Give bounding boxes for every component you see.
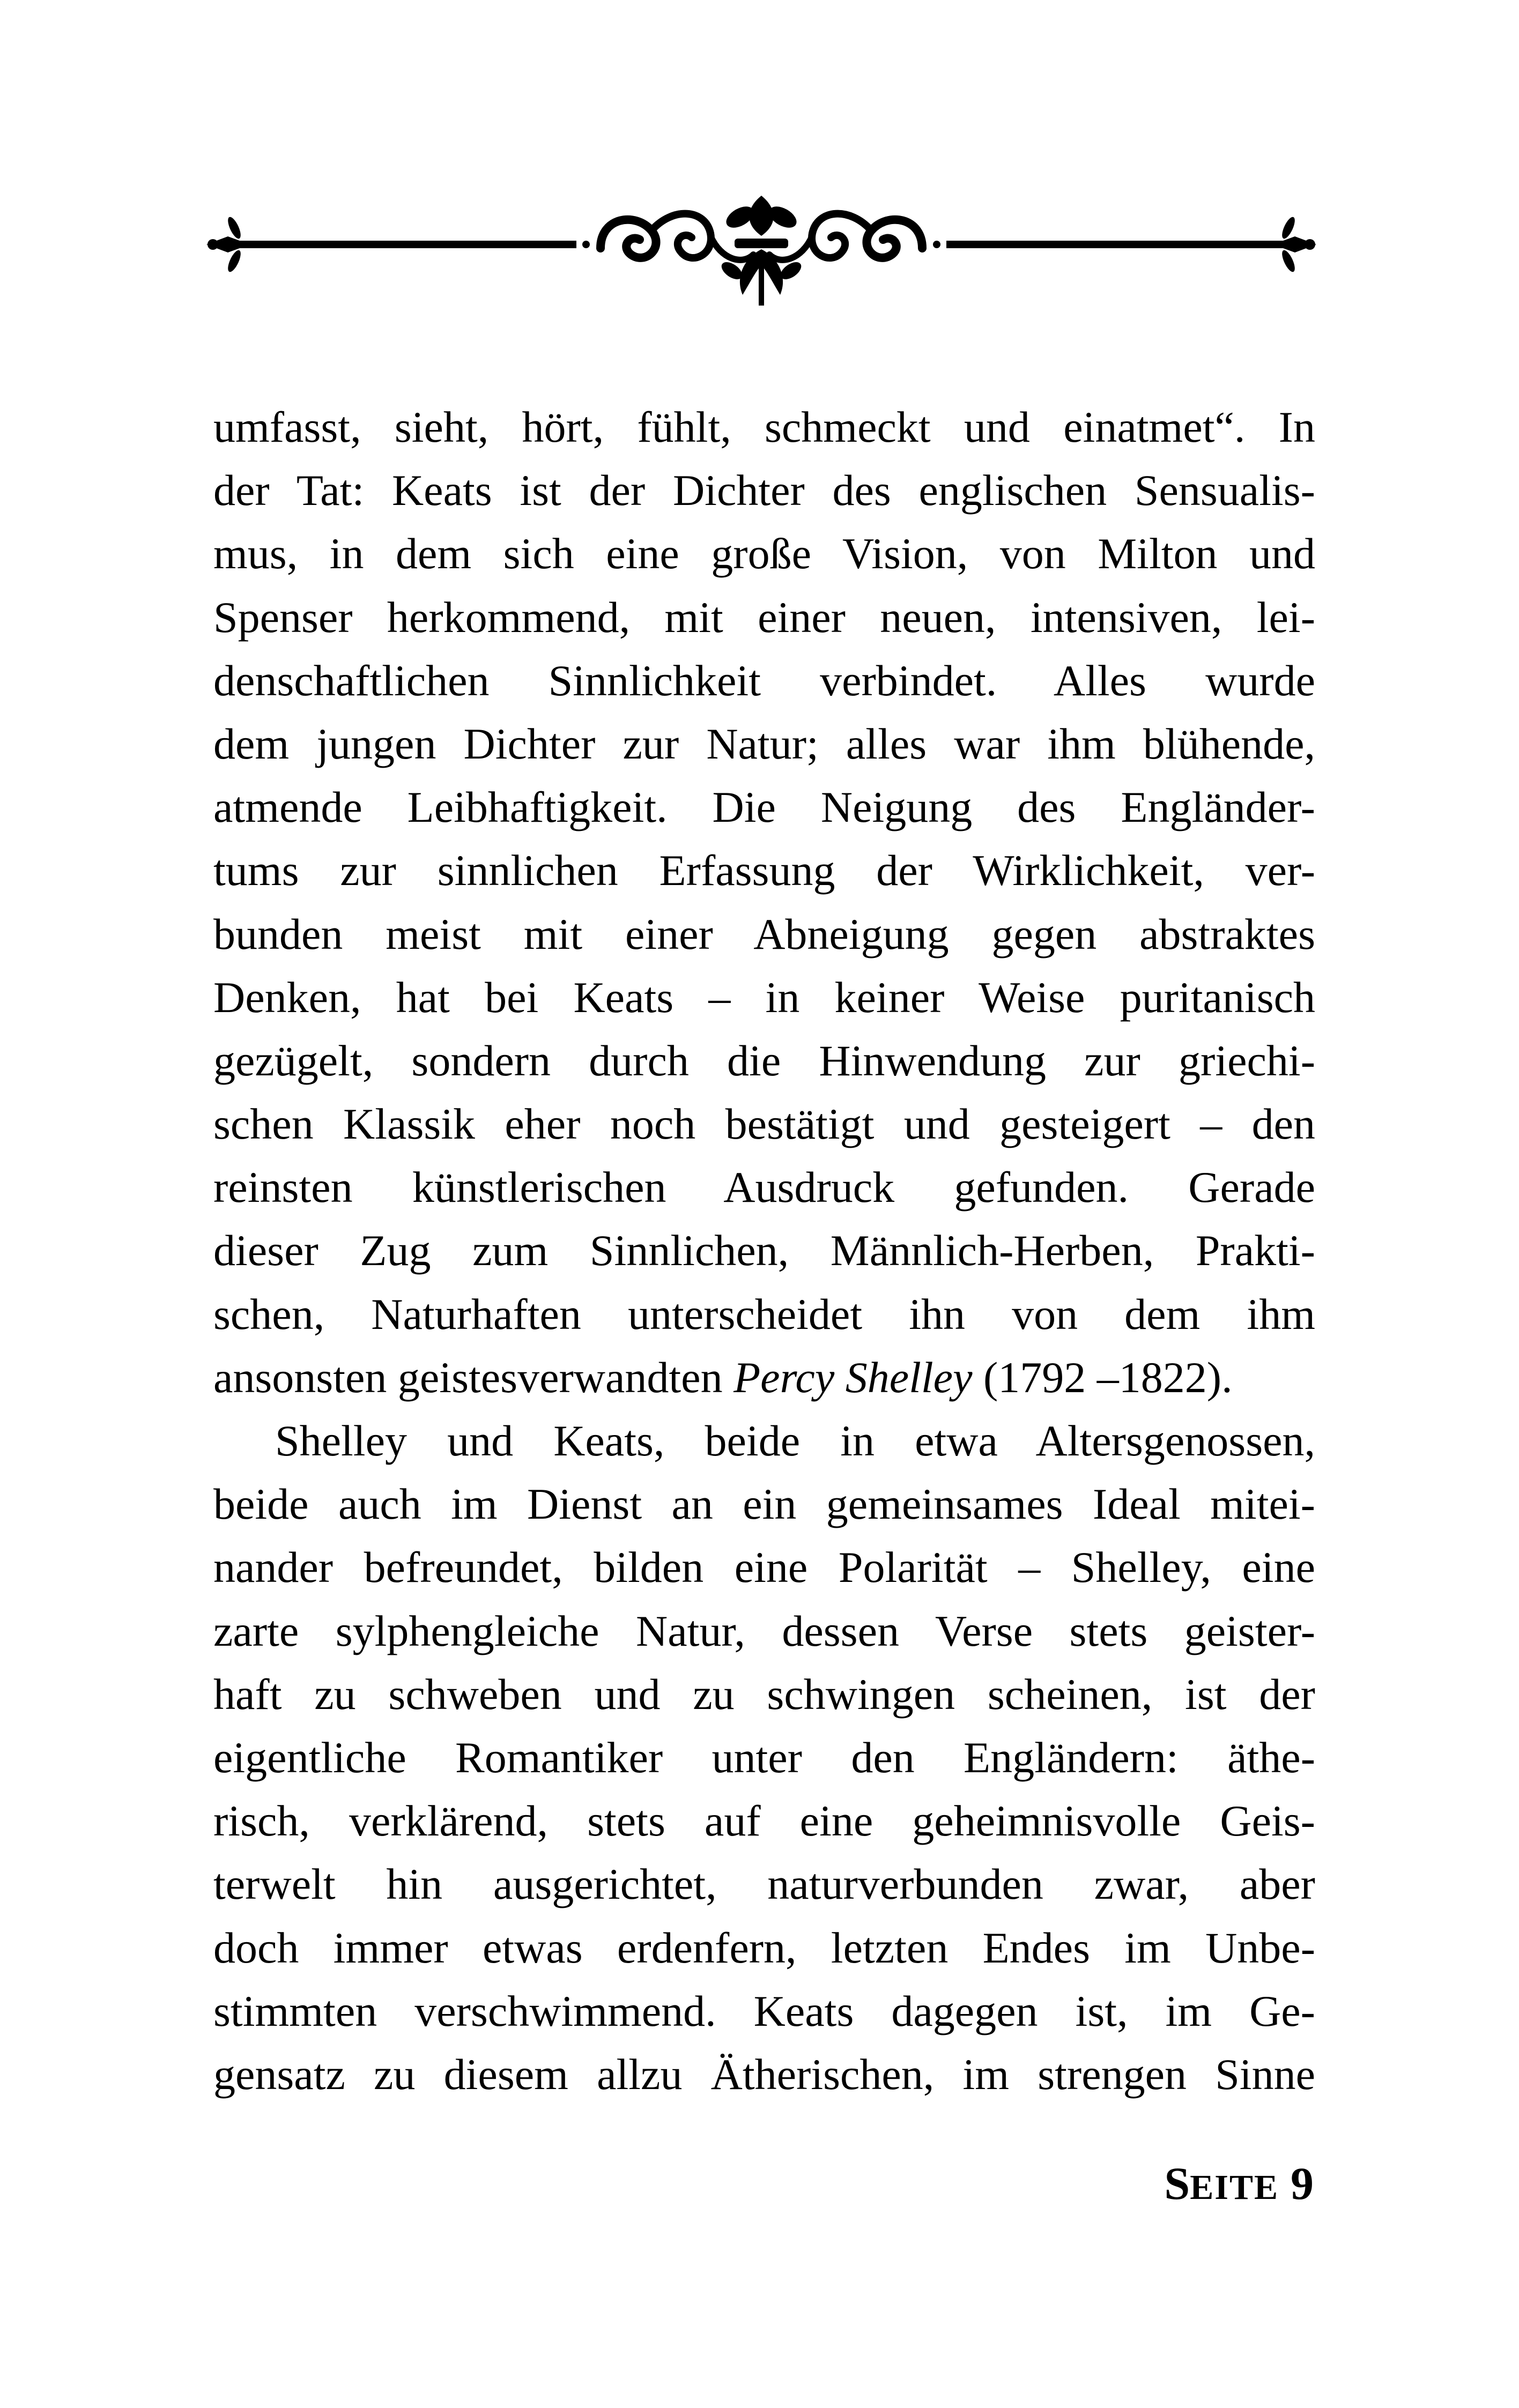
- flourish-divider-icon: [206, 185, 1316, 308]
- text-segment: (1792 –1822).: [972, 1352, 1233, 1402]
- text-line: reinsten künstlerischen Ausdruck gefunden. Gerade: [213, 1163, 1315, 1212]
- text-line: gezügelt, sondern durch die Hinwendung zur griechi-: [213, 1036, 1315, 1085]
- page-number: [1164, 2158, 1314, 2209]
- page-label-initial: S: [1164, 2158, 1190, 2209]
- text-line: haft zu schweben und zu schwingen scheinen, ist der: [213, 1669, 1315, 1719]
- text-line: atmende Leibhaftigkeit. Die Neigung des Engländer-: [213, 783, 1315, 832]
- text-line: doch immer etwas erdenfern, letzten Endes im Unbe-: [213, 1923, 1315, 1972]
- author-name: Percy Shelley: [733, 1352, 973, 1402]
- text-line: der Tat: Keats ist der Dichter des englischen Sensualis-: [213, 466, 1315, 515]
- page-label-rest: EITE: [1190, 2168, 1279, 2207]
- text-line: terwelt hin ausgerichtet, naturverbunden zwar, aber: [213, 1860, 1315, 1909]
- text-line: beide auch im Dienst an ein gemeinsames Ideal mitei-: [213, 1480, 1315, 1529]
- text-line: tums zur sinnlichen Erfassung der Wirklichkeit, ver-: [213, 846, 1315, 895]
- text-line: denschaftlichen Sinnlichkeit verbindet. Alles wurde: [213, 656, 1315, 705]
- text-line: risch, verklärend, stets auf eine geheimnisvolle Geis-: [213, 1796, 1315, 1846]
- text-segment: ansonsten geistesverwandten: [213, 1352, 734, 1402]
- text-line: zarte sylphengleiche Natur, dessen Verse stets geister-: [213, 1606, 1315, 1655]
- text-line: dieser Zug zum Sinnlichen, Männlich-Herben, Prakti-: [213, 1226, 1315, 1275]
- text-line: schen Klassik eher noch bestätigt und gesteigert – den: [213, 1099, 1315, 1149]
- text-line: eigentliche Romantiker unter den Engländern: äthe-: [213, 1733, 1315, 1782]
- text-line: schen, Naturhaften unterscheidet ihn von dem ihm: [213, 1289, 1315, 1339]
- text-line: bunden meist mit einer Abneigung gegen abstraktes: [213, 909, 1315, 958]
- text-line: mus, in dem sich eine große Vision, von Milton und: [213, 529, 1315, 578]
- paragraph-last-line: [213, 1346, 1315, 1409]
- text-line: Denken, hat bei Keats – in keiner Weise puritanisch: [213, 972, 1315, 1022]
- text-line: nander befreundet, bilden eine Polarität – Shelley, eine: [213, 1543, 1315, 1592]
- text-line: gensatz zu diesem allzu Ätherischen, im strengen Sinne: [213, 2049, 1315, 2099]
- text-line: umfasst, sieht, hört, fühlt, schmeckt und einatmet“. In: [213, 403, 1315, 451]
- page-number-value: 9: [1291, 2158, 1314, 2209]
- text-line: Spenser herkommend, mit einer neuen, intensiven, lei-: [213, 592, 1315, 642]
- body-text: [213, 396, 1315, 2106]
- text-line: Shelley und Keats, beide in etwa Altersgenossen,: [275, 1416, 1315, 1465]
- text-line: dem jungen Dichter zur Natur; alles war ihm blühende,: [213, 719, 1315, 768]
- text-line: stimmten verschwimmend. Keats dagegen ist, im Ge-: [213, 1986, 1315, 2035]
